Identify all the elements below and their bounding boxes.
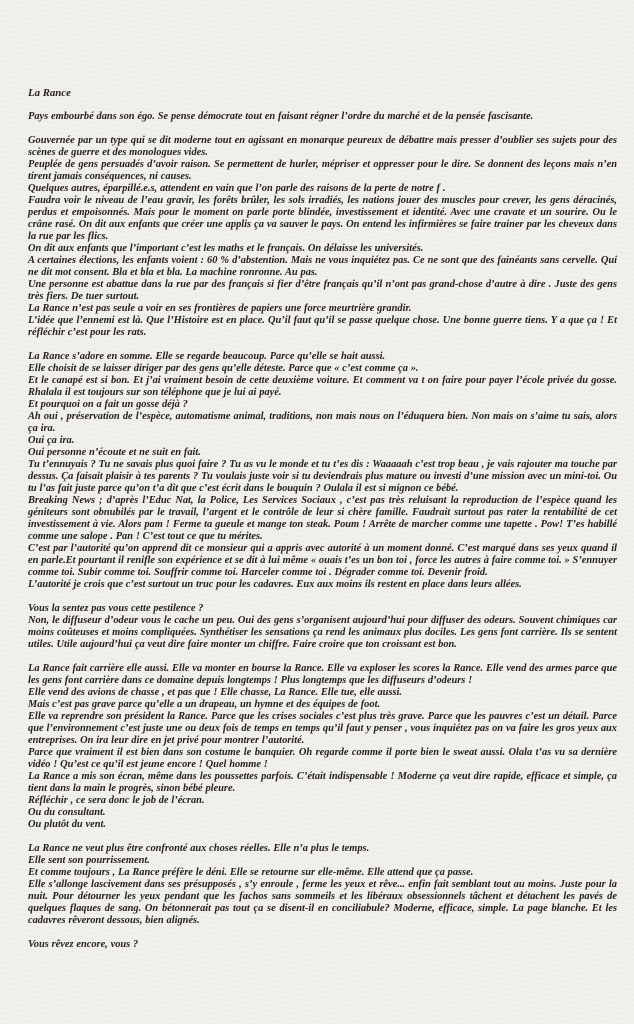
paragraph-line: Une personne est abattue dans la rue par des français si fier d’être français qu’il n’ont pas grand-chose d’autre à dire . Juste des gens très fiers. De tuer surtout.	[28, 279, 617, 302]
paragraph-line: Elle s’allonge lascivement dans ses présupposés , s’y enroule , ferme les yeux et rêve... enfin fait semblant tout au moins. Juste pour la nuit. Pour détourner les yeux pendant que les fachos sans sommeils et les libéraux obsessionnels tâchent et détachent les pavés de quelques flaques de sang. On bétonnerait pas tout ça se disent-il en conciliabule? Moderne, efficace, simple. La page blanche. Et les cadavres rêveront dessous, bien alignés.	[28, 879, 617, 926]
paragraph-line: Tu t’ennuyais ? Tu ne savais plus quoi faire ? Tu as vu le monde et tu t’es dis : Waaaaah c’est trop beau , je vais rajouter ma touche par dessus. Ça faisait plaisir à tes parents ? Tu voulais juste voir si tu deviendrais plus mature ou investi d’une mission avec un mini-toi. Ou tu l’as fait juste parce qu’on t’a dit que c’est écrit dans le bouquin ? Oulala il est si mignon ce bébé.	[28, 459, 617, 494]
paragraph-line: La Rance fait carrière elle aussi. Elle va monter en bourse la Rance. Elle va exploser les scores la Rance. Elle vend des armes parce que les gens font carrière dans ce domaine depuis longtemps ! Plus longtemps que les diffuseurs d’odeurs !	[28, 663, 617, 686]
paragraph-line: C’est par l’autorité qu’on apprend dit ce monsieur qui a appris avec autorité à un moment donné. C’est marqué dans ses yeux quand il en parle.Et pourtant il renifle son expérience et se dit à lui même « ouais t’es un bon toi , force les autres à faire comme toi. » S’ennuyer comme toi. Subir comme toi. Souffrir comme toi. Harceler comme toi . Dégrader comme toi. Devenir froid.	[28, 543, 617, 578]
paragraph-line: Quelques autres, éparpillé.e.s, attendent en vain que l’on parle des raisons de la perte de notre f .	[28, 183, 446, 194]
paragraph-line: Non, le diffuseur d’odeur vous le cache un peu. Oui des gens s’organisent aujourd’hui pour diffuser des odeurs. Souvent chimiques car moins coûteuses et moins compliquées. Synthétiser les sensations ça rend les animaux plus dociles. Les gens font carrière. Ils se sentent utiles. Utile aujourd’hui ça veut dire faire monter un chiffre. Faire croire que ton croissant est bon.	[28, 615, 617, 650]
paragraph-line: La Rance s’adore en somme. Elle se regarde beaucoup. Parce qu’elle se hait aussi.	[28, 351, 386, 362]
paragraph-line: La Rance n’est pas seule a voir en ses frontières de papiers une force meurtrière grandir.	[28, 303, 412, 314]
paragraph-line: Et pourquoi on a fait un gosse déjà ?	[28, 399, 188, 410]
paragraph-line: Pays embourbé dans son égo. Se pense démocrate tout en faisant régner l’ordre du marché et de la pensée fascisante.	[28, 111, 534, 122]
paragraph-line: Ou du consultant.	[28, 807, 106, 818]
document-title: La Rance	[28, 87, 71, 99]
paragraph-line: A certaines élections, les enfants voient : 60 % d’abstention. Mais ne vous inquiétez pas. Ce ne sont que des fainéants sans cervelle. Qui ne dit mot consent. Bla et bla et bla. La machine ronronne. Au pas.	[28, 255, 617, 278]
paragraph-line: L’autorité je crois que c’est surtout un truc pour les cadavres. Eux aux moins ils restent en place dans leurs allées.	[28, 579, 522, 590]
paragraph-block	[28, 351, 617, 591]
paragraph-line: Elle choisit de se laisser diriger par des gens qu’elle déteste. Parce que « c’est comme ça ».	[28, 363, 419, 374]
paragraph-line: Oui ça ira.	[28, 435, 75, 446]
paragraph-block	[28, 939, 617, 951]
paragraph-line: Breaking News ; d’après l’Educ Nat, la Police, Les Services Sociaux , c’est pas très reluisant la reproduction de l’espèce quand les géniteurs sont obnubilés par le travail, l’argent et le contrôle de leur si chère famille. Faudrait surtout pas rater la rentabilité de cet investissement à vie. Alors pam ! Ferme ta gueule et mange ton steak. Poum ! Arrête de marcher comme une tapette . Pow! T’es habillé comme une salope . Pan ! C’est tout ce que tu mérites.	[28, 495, 617, 542]
paragraph-line: On dit aux enfants que l’important c’est les maths et le français. On délaisse les universités.	[28, 243, 424, 254]
paragraph-line: Elle va reprendre son président la Rance. Parce que les crises sociales c’est plus très grave. Parce que les pauvres c’est un détail. Parce que l’environnement c’est juste une ou deux fois de temps en temps qu’il faut y penser , vous inquiétez pas on va faire les gros yeux aux entreprises. On ira leur dire en jet privé pour montrer l’autorité.	[28, 711, 617, 746]
paragraph-block	[28, 135, 617, 339]
paragraph-block	[28, 843, 617, 927]
paragraph-line: Parce que vraiment il est bien dans son costume le banquier. Oh regarde comme il porte bien le sweat aussi. Olala t’as vu sa dernière vidéo ! Qu’est ce qu’il est jeune encore ! Quel homme !	[28, 747, 617, 770]
paragraph-line: La Rance a mis son écran, même dans les poussettes parfois. C’était indispensable ! Moderne ça veut dire rapide, efficace et simple, ça tient dans la main le progrès, sinon bébé pleure.	[28, 771, 617, 794]
document-body	[28, 111, 617, 951]
paragraph-line: Mais c’est pas grave parce qu’elle a un drapeau, un hymne et des équipes de foot.	[28, 699, 381, 710]
paragraph-line: L’idée que l’ennemi est là. Que l’Histoire est en place. Qu’il faut qu’il se passe quelque chose. Une bonne guerre tiens. Y a que ça ! Et réfléchir c’est pour les rats.	[28, 315, 617, 338]
paragraph-line: Gouvernée par un type qui se dit moderne tout en agissant en monarque peureux de débattre mais presser d’oublier ses sujets pour des scènes de guerre et des monologues vides.	[28, 135, 617, 158]
paragraph-line: La Rance ne veut plus être confronté aux choses réelles. Elle n’a plus le temps.	[28, 843, 370, 854]
paragraph-line: Oui personne n’écoute et ne suit en fait.	[28, 447, 201, 458]
paragraph-line: Réfléchir , ce sera donc le job de l’écran.	[28, 795, 205, 806]
paragraph-line: Ou plutôt du vent.	[28, 819, 106, 830]
paragraph-line: Elle sent son pourrissement.	[28, 855, 150, 866]
paragraph-block	[28, 663, 617, 831]
paragraph-line: Ah oui , préservation de l’espèce, automatisme animal, traditions, non mais nous on l’éduquera bien. Non mais on s’aime tu sais, alors ça ira.	[28, 411, 617, 434]
paragraph-line: Vous rêvez encore, vous ?	[28, 939, 139, 950]
paragraph-line: Vous la sentez pas vous cette pestilence ?	[28, 603, 204, 614]
paragraph-block	[28, 111, 617, 123]
paragraph-line: Et comme toujours , La Rance préfère le déni. Elle se retourne sur elle-même. Elle attend que ça passe.	[28, 867, 474, 878]
paragraph-line: Faudra voir le niveau de l’eau gravir, les forêts brûler, les sols irradiés, les nations jouer des muscles pour crever, les gens déracinés, perdus et empoisonnés. Mais pour le moment on parle porte blindée, investissement et identité. Avec une cravate et un sourire. Ou le crâne rasé. On dit aux enfants que créer une applis ça va sauver le pays. On entend les infirmières se faire trainer par les cheveux dans la rue par les flics.	[28, 195, 617, 242]
paragraph-line: Elle vend des avions de chasse , et pas que ! Elle chasse, La Rance. Elle tue, elle aussi.	[28, 687, 403, 698]
paragraph-block	[28, 603, 617, 651]
paragraph-line: Peuplée de gens persuadés d’avoir raison. Se permettent de hurler, mépriser et oppresser pour le dire. Se donnent des leçons mais n’en tirent jamais conséquences, ni causes.	[28, 159, 617, 182]
paragraph-line: Et le canapé est si bon. Et j’ai vraiment besoin de cette deuxième voiture. Et comment va t on faire pour payer l’école privée du gosse. Rhalala il est toujours sur son téléphone que je lui ai payé.	[28, 375, 617, 398]
